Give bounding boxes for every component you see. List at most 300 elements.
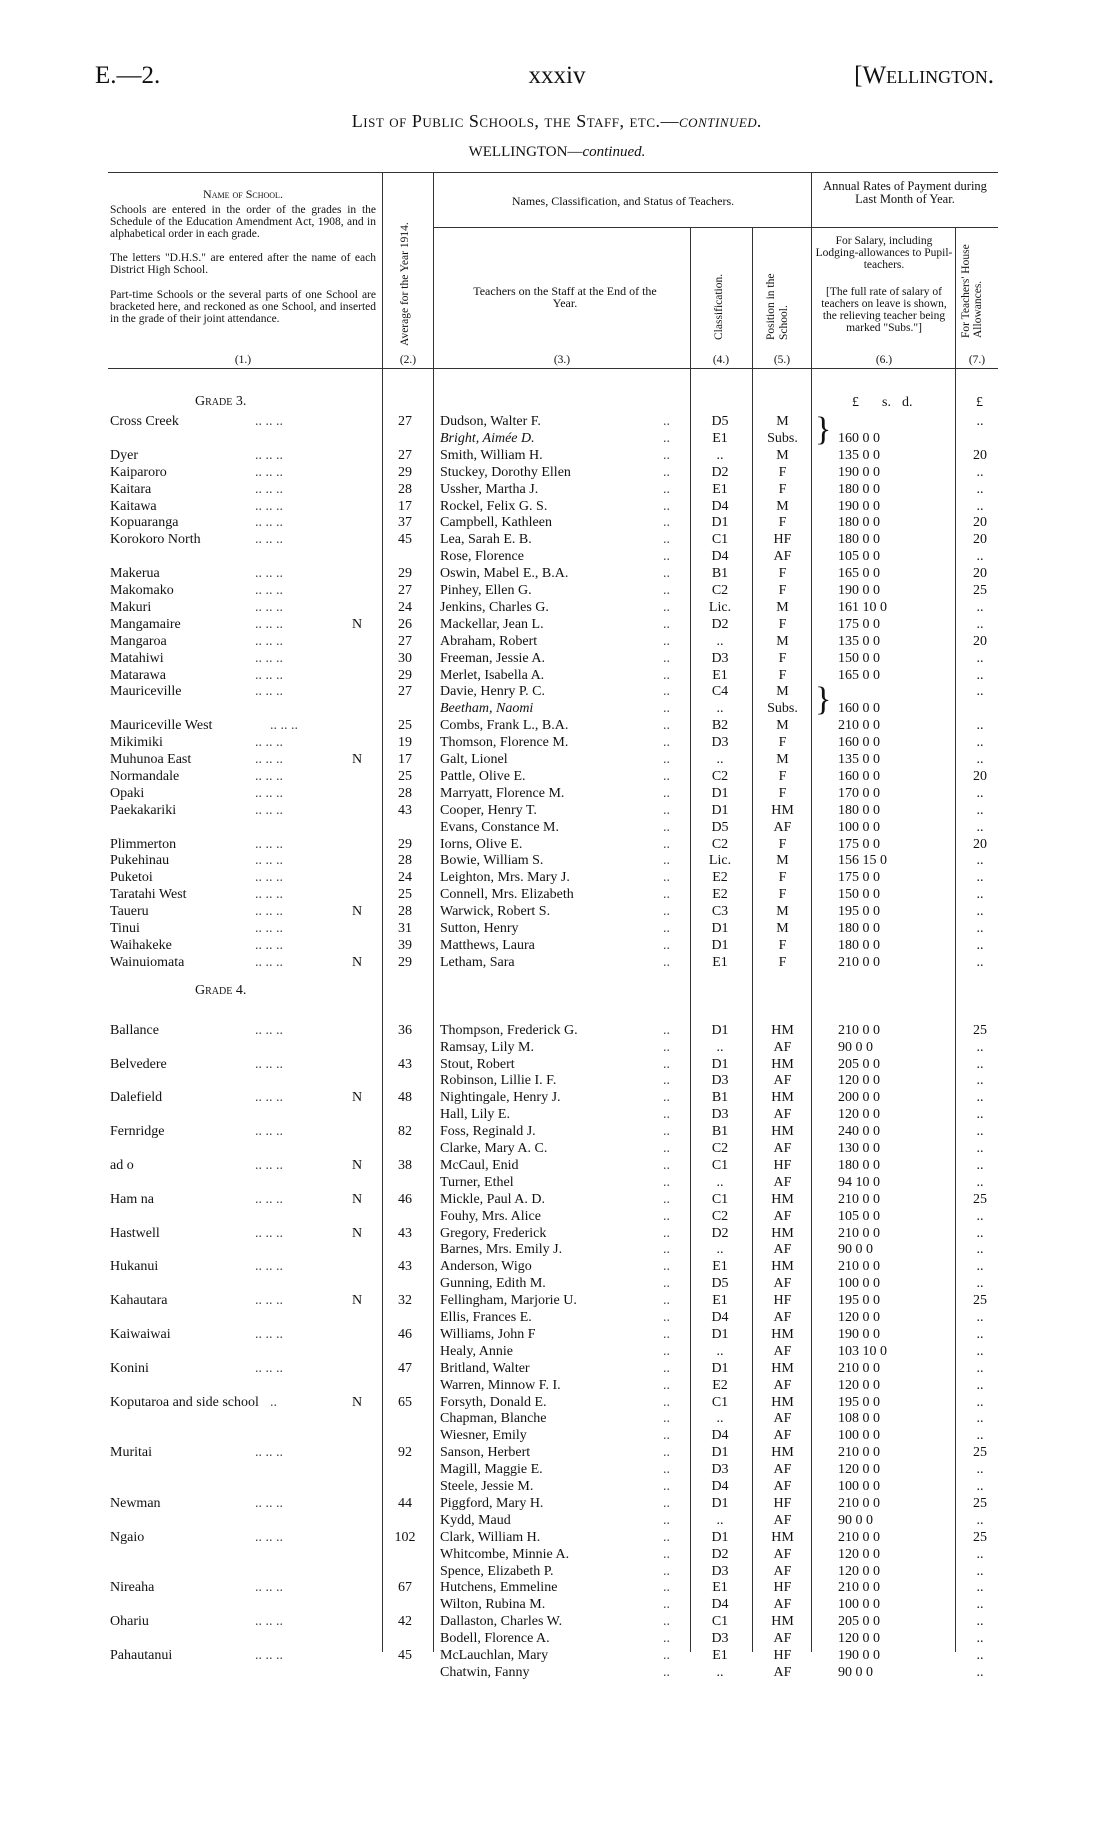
teacher-position: AF — [773, 1428, 792, 1444]
teacher-name: Campbell, Kathleen — [440, 515, 552, 531]
leader-dots: .. .. .. — [255, 887, 283, 903]
house-allowance: .. — [976, 1648, 984, 1663]
salary-rate: 156 15 0 — [838, 853, 887, 869]
col-number-6: (6.) — [875, 354, 893, 366]
table-row — [0, 498, 1114, 515]
table-row — [0, 1140, 1114, 1157]
teacher-classification: E2 — [712, 1377, 728, 1393]
salary-rate: 160 0 0 — [838, 430, 880, 446]
house-allowance: .. — [976, 1563, 984, 1579]
leader-dots: .. — [663, 1124, 670, 1140]
teacher-classification: Lic. — [708, 853, 732, 869]
salary-rate: 100 0 0 — [838, 1479, 880, 1494]
leader-dots: .. .. .. — [255, 954, 283, 970]
teacher-position: HF — [773, 1495, 792, 1511]
school-flag: N — [352, 1293, 363, 1309]
teacher-position: HM — [771, 1326, 794, 1342]
salary-rate: 90 0 0 — [838, 1512, 873, 1528]
teacher-classification: C3 — [711, 904, 729, 920]
salary-rate: 130 0 0 — [838, 1141, 880, 1156]
teacher-position: Subs. — [767, 701, 798, 717]
average-attendance: 43 — [398, 1056, 412, 1072]
school-flag: N — [352, 1090, 363, 1106]
teacher-position: F — [778, 768, 787, 784]
house-allowance: .. — [976, 1107, 984, 1123]
leader-dots: .. — [663, 1090, 670, 1106]
house-allowance: .. — [976, 1141, 984, 1156]
house-allowance: .. — [976, 684, 984, 700]
leader-dots: .. — [663, 447, 670, 463]
salary-rate: 175 0 0 — [838, 870, 880, 886]
teacher-name: Iorns, Olive E. — [440, 836, 523, 852]
teacher-classification: E2 — [712, 887, 728, 903]
salary-rate: 100 0 0 — [838, 1428, 880, 1444]
teacher-name: Gunning, Edith M. — [440, 1276, 546, 1292]
table-row — [0, 751, 1114, 768]
teacher-name: Letham, Sara — [440, 954, 515, 970]
leader-dots: .. — [663, 1039, 670, 1055]
leader-dots: .. — [663, 785, 670, 801]
table-row — [0, 1563, 1114, 1580]
leader-dots: .. — [663, 1022, 670, 1038]
leader-dots: .. — [663, 1495, 670, 1511]
teacher-position: HM — [771, 1124, 794, 1140]
table-row — [0, 768, 1114, 785]
house-allowance: .. — [976, 802, 984, 818]
leader-dots: .. .. .. — [255, 1124, 283, 1140]
teacher-position: AF — [773, 1664, 792, 1680]
teacher-position: AF — [773, 1174, 792, 1190]
table-row — [0, 1208, 1114, 1225]
house-allowance: .. — [976, 1157, 984, 1173]
salary-rate: 190 0 0 — [838, 1648, 880, 1663]
leader-dots: .. — [663, 414, 670, 429]
teacher-name: Foss, Reginald J. — [440, 1124, 536, 1140]
salary-rate: 100 0 0 — [838, 1597, 880, 1613]
house-allowance: .. — [976, 616, 984, 632]
leader-dots: .. .. .. — [255, 1580, 283, 1596]
teacher-position: HM — [771, 1445, 794, 1461]
leader-dots: .. — [663, 1597, 670, 1613]
table-row — [0, 1410, 1114, 1427]
leader-dots: .. — [663, 870, 670, 886]
leader-dots: .. — [663, 853, 670, 869]
table-row — [0, 1664, 1114, 1681]
salary-rate: 90 0 0 — [838, 1242, 873, 1258]
salary-rate: 120 0 0 — [838, 1563, 880, 1579]
house-allowance: .. — [976, 1039, 984, 1055]
school-name: Koputaroa and side school — [110, 1394, 259, 1410]
teacher-name: Wiesner, Emily — [440, 1428, 527, 1444]
table-row — [0, 785, 1114, 802]
leader-dots: .. .. .. — [255, 599, 283, 615]
leader-dots: .. — [663, 430, 670, 446]
school-name: Mauriceville — [110, 684, 182, 700]
teacher-position: AF — [773, 1631, 792, 1647]
teacher-classification: C1 — [711, 1157, 729, 1173]
leader-dots: .. — [663, 937, 670, 953]
school-name: Mauriceville West — [110, 718, 213, 734]
average-attendance: 67 — [398, 1580, 412, 1596]
teacher-classification: D4 — [711, 498, 729, 514]
salary-rate: 170 0 0 — [838, 785, 880, 801]
salary-rate: 210 0 0 — [838, 1360, 880, 1376]
teacher-name: Chatwin, Fanny — [440, 1664, 530, 1680]
school-flag: N — [352, 1191, 363, 1207]
teacher-name: Thompson, Frederick G. — [440, 1022, 578, 1038]
teacher-position: M — [776, 414, 789, 429]
teacher-position: AF — [773, 1208, 792, 1224]
leader-dots: .. — [663, 498, 670, 514]
table-row — [0, 1089, 1114, 1106]
leader-dots: .. — [663, 549, 670, 565]
table-row — [0, 1022, 1114, 1039]
leader-dots: .. — [663, 667, 670, 683]
average-attendance: 29 — [398, 954, 412, 970]
rates-group-rule — [811, 227, 998, 228]
leader-dots: .. — [663, 633, 670, 649]
house-allowance: 25 — [973, 1529, 987, 1545]
house-allowance: .. — [976, 718, 984, 734]
teacher-position: AF — [773, 549, 792, 565]
leader-dots: .. — [663, 701, 670, 717]
school-flag: N — [352, 616, 363, 632]
teacher-position: F — [778, 870, 787, 886]
teacher-position: HM — [771, 802, 794, 818]
school-name: Ballance — [110, 1022, 159, 1038]
house-allowance: .. — [976, 1462, 984, 1478]
teacher-position: M — [776, 447, 789, 463]
table-row — [0, 1360, 1114, 1377]
teacher-classification: D1 — [711, 515, 729, 531]
teacher-classification: D1 — [711, 1326, 729, 1342]
house-allowance: 20 — [973, 768, 987, 784]
average-attendance: 25 — [398, 887, 412, 903]
salary-rate: 190 0 0 — [838, 498, 880, 514]
teacher-name: Gregory, Frederick — [440, 1225, 547, 1241]
teacher-classification: D2 — [711, 1546, 729, 1562]
table-row — [0, 717, 1114, 734]
table-row — [0, 1478, 1114, 1495]
leader-dots: .. — [663, 836, 670, 852]
leader-dots: .. .. .. — [255, 515, 283, 531]
school-name: Ham na — [110, 1191, 154, 1207]
teacher-classification: D1 — [711, 937, 729, 953]
teacher-position: AF — [773, 1462, 792, 1478]
school-name: Paekakariki — [110, 802, 177, 818]
school-name: Kaitara — [110, 481, 152, 497]
leader-dots: .. .. .. — [255, 1022, 283, 1038]
salary-rate: 150 0 0 — [838, 650, 880, 666]
house-allowance: .. — [976, 650, 984, 666]
house-allowance: .. — [976, 1664, 984, 1680]
house-allowance: .. — [976, 1343, 984, 1359]
house-allowance: 25 — [973, 1191, 987, 1207]
school-name: Kopuaranga — [110, 515, 179, 531]
average-attendance: 43 — [398, 1225, 412, 1241]
average-attendance: 25 — [398, 768, 412, 784]
average-attendance: 28 — [398, 853, 412, 869]
house-allowance: .. — [976, 887, 984, 903]
house-allowance: .. — [976, 498, 984, 514]
school-flag: N — [352, 1157, 363, 1173]
leader-dots: .. .. .. — [255, 1090, 283, 1106]
teacher-position: M — [776, 633, 789, 649]
salary-rate: 120 0 0 — [838, 1377, 880, 1393]
teacher-position: HM — [771, 1529, 794, 1545]
leader-dots: .. — [663, 1664, 670, 1680]
title-suffix: continued. — [679, 111, 763, 131]
leader-dots: .. .. .. — [255, 498, 283, 514]
salary-rate: 210 0 0 — [838, 1529, 880, 1545]
house-allowance: .. — [976, 1631, 984, 1647]
leader-dots: .. .. .. — [255, 684, 283, 700]
leader-dots: .. — [663, 684, 670, 700]
allowances-col-label: For Teachers' House Allowances. — [960, 244, 984, 338]
average-attendance: 17 — [398, 498, 412, 514]
average-attendance: 30 — [398, 650, 412, 666]
teacher-classification: C2 — [711, 768, 729, 784]
teacher-position: M — [776, 921, 789, 936]
average-attendance: 29 — [398, 667, 412, 683]
teacher-position: M — [776, 599, 789, 615]
leader-dots: .. .. .. — [255, 785, 283, 801]
table-row — [0, 1157, 1114, 1174]
salary-rate: 210 0 0 — [838, 1445, 880, 1461]
average-attendance: 42 — [398, 1614, 412, 1630]
table-row — [0, 869, 1114, 886]
house-allowance: .. — [976, 853, 984, 869]
average-attendance: 27 — [398, 684, 412, 700]
leader-dots: .. .. .. — [255, 921, 283, 936]
teacher-name: Evans, Constance M. — [440, 819, 559, 835]
teacher-position: AF — [773, 1343, 792, 1359]
teacher-name: Mickle, Paul A. D. — [440, 1191, 545, 1207]
teacher-classification: D2 — [711, 616, 729, 632]
salary-rate: 100 0 0 — [838, 819, 880, 835]
teacher-position: HF — [773, 1293, 792, 1309]
school-col-note-1: Schools are entered in the order of the grades in the Schedule of the Education Amendment Act, 1908, and in alphabetical order in each grade. — [110, 204, 376, 240]
teacher-position: AF — [773, 1546, 792, 1562]
leader-dots: .. — [663, 1377, 670, 1393]
salary-rate: 120 0 0 — [838, 1462, 880, 1478]
leader-dots: .. — [663, 1174, 670, 1190]
house-allowance: .. — [976, 1546, 984, 1562]
teacher-name: Healy, Annie — [440, 1343, 513, 1359]
col-number-2: (2.) — [399, 354, 417, 366]
salary-rate: 175 0 0 — [838, 616, 880, 632]
table-row — [0, 1461, 1114, 1478]
leader-dots: .. .. .. — [255, 566, 283, 582]
teacher-position: HM — [771, 1056, 794, 1072]
leader-dots: .. .. .. — [255, 853, 283, 869]
average-attendance: 27 — [398, 447, 412, 463]
house-allowance: .. — [976, 937, 984, 953]
teacher-classification: D3 — [711, 1462, 729, 1478]
leader-dots: .. .. .. — [255, 1191, 283, 1207]
table-row — [0, 1241, 1114, 1258]
table-row — [0, 1106, 1114, 1123]
table-row — [0, 1343, 1114, 1360]
teacher-name: Magill, Maggie E. — [440, 1462, 543, 1478]
average-attendance: 26 — [398, 616, 412, 632]
table-row — [0, 650, 1114, 667]
teacher-position: F — [778, 887, 787, 903]
table-row — [0, 1309, 1114, 1326]
leader-dots: .. — [663, 1580, 670, 1596]
salary-rate: 210 0 0 — [838, 954, 880, 970]
salary-rate: 180 0 0 — [838, 515, 880, 531]
school-name: Pukehinau — [110, 853, 170, 869]
average-attendance: 17 — [398, 752, 412, 767]
teacher-position: M — [776, 684, 789, 700]
leader-dots: .. .. .. — [255, 532, 283, 548]
house-allowance: .. — [976, 1056, 984, 1072]
average-attendance: 46 — [398, 1191, 412, 1207]
teacher-classification: C4 — [711, 684, 729, 700]
leader-dots: .. — [663, 1073, 670, 1089]
teacher-name: Chapman, Blanche — [440, 1411, 547, 1427]
document-subtitle — [0, 144, 1114, 161]
leader-dots: .. — [663, 1529, 670, 1545]
house-allowance: .. — [976, 1360, 984, 1376]
school-name: Puketoi — [110, 870, 153, 886]
teacher-name: Bodell, Florence A. — [440, 1631, 550, 1647]
leader-dots: .. .. .. — [255, 1326, 283, 1342]
table-row — [0, 1377, 1114, 1394]
leader-dots: .. — [663, 921, 670, 936]
salary-rate: 105 0 0 — [838, 549, 880, 565]
table-row — [0, 1275, 1114, 1292]
average-attendance: 92 — [398, 1445, 412, 1461]
salary-rate: 190 0 0 — [838, 1326, 880, 1342]
school-name: Plimmerton — [110, 836, 177, 852]
teacher-position: AF — [773, 1310, 792, 1325]
salary-rate: 160 0 0 — [838, 735, 880, 751]
salary-rate: 120 0 0 — [838, 1310, 880, 1325]
salary-rate: 105 0 0 — [838, 1208, 880, 1224]
table-row — [0, 633, 1114, 650]
average-attendance: 37 — [398, 515, 412, 531]
salary-rate: 108 0 0 — [838, 1411, 880, 1427]
salary-rate: 120 0 0 — [838, 1073, 880, 1089]
house-allowance: .. — [976, 1512, 984, 1528]
school-flag: N — [352, 1225, 363, 1241]
teacher-name: Ellis, Frances E. — [440, 1310, 532, 1325]
teacher-classification: D4 — [711, 1428, 729, 1444]
average-attendance: 24 — [398, 599, 412, 615]
leader-dots: .. .. .. — [255, 836, 283, 852]
teacher-position: AF — [773, 1039, 792, 1055]
table-row — [0, 819, 1114, 836]
school-name: Ohariu — [110, 1614, 149, 1630]
teacher-classification: .. — [716, 701, 724, 717]
house-allowance: .. — [976, 1479, 984, 1494]
teacher-classification: D3 — [711, 1563, 729, 1579]
average-attendance: 39 — [398, 937, 412, 953]
teacher-classification: D1 — [711, 785, 729, 801]
average-attendance: 48 — [398, 1090, 412, 1106]
teacher-classification: .. — [716, 1039, 724, 1055]
leader-dots: .. — [663, 1343, 670, 1359]
bracket-mark: } — [815, 681, 832, 719]
school-name: Kaiwaiwai — [110, 1326, 171, 1342]
teacher-name: Spence, Elizabeth P. — [440, 1563, 554, 1579]
salary-rate: 165 0 0 — [838, 566, 880, 582]
leader-dots: .. .. .. — [255, 414, 283, 429]
teacher-name: Piggford, Mary H. — [440, 1495, 544, 1511]
table-row — [0, 481, 1114, 498]
salary-rate: 135 0 0 — [838, 447, 880, 463]
leader-dots: .. — [663, 464, 670, 480]
table-row — [0, 599, 1114, 616]
leader-dots: .. — [663, 1310, 670, 1325]
teacher-classification: .. — [716, 1411, 724, 1427]
teacher-classification: D5 — [711, 414, 729, 429]
col-number-3: (3.) — [553, 354, 571, 366]
teacher-position: F — [778, 464, 787, 480]
house-allowance: .. — [976, 921, 984, 936]
teacher-position: F — [778, 667, 787, 683]
teacher-position: HM — [771, 1225, 794, 1241]
teacher-name: Marryatt, Florence M. — [440, 785, 565, 801]
school-name: Opaki — [110, 785, 145, 801]
teacher-position: HM — [771, 1259, 794, 1275]
teacher-name: Dallaston, Charles W. — [440, 1614, 563, 1630]
teachers-group-rule — [433, 227, 811, 228]
table-row — [0, 954, 1114, 971]
teacher-position: AF — [773, 1563, 792, 1579]
leader-dots: .. .. .. — [255, 735, 283, 751]
table-row — [0, 802, 1114, 819]
teacher-classification: .. — [716, 633, 724, 649]
salary-rate: 120 0 0 — [838, 1107, 880, 1123]
table-row — [0, 1596, 1114, 1613]
teacher-classification: E1 — [712, 1259, 728, 1275]
teacher-name: Wilton, Rubina M. — [440, 1597, 546, 1613]
leader-dots: .. .. .. — [255, 1259, 283, 1275]
leader-dots: .. — [663, 1563, 670, 1579]
average-attendance: 65 — [398, 1394, 412, 1410]
school-name: Mikimiki — [110, 735, 163, 751]
col-number-7: (7.) — [968, 354, 986, 366]
teacher-classification: E1 — [712, 430, 728, 446]
leader-dots: .. — [663, 1546, 670, 1562]
table-row — [0, 514, 1114, 531]
leader-dots: .. .. .. — [255, 1529, 283, 1545]
teacher-classification: .. — [716, 1512, 724, 1528]
teacher-classification: .. — [716, 1343, 724, 1359]
school-name: ad o — [110, 1157, 134, 1173]
teacher-name: Steele, Jessie M. — [440, 1479, 534, 1494]
school-col-heading: Name of School. — [203, 187, 283, 201]
bracket-mark: } — [815, 411, 832, 448]
school-flag: N — [352, 1394, 363, 1410]
school-name: Kahautara — [110, 1293, 168, 1309]
salary-rate: 210 0 0 — [838, 1191, 880, 1207]
school-name: Tinui — [110, 921, 140, 936]
teacher-classification: D1 — [711, 1495, 729, 1511]
teacher-classification: E1 — [712, 1580, 728, 1596]
teacher-position: F — [778, 937, 787, 953]
page-section-code: E.—2. — [95, 62, 161, 89]
teacher-name: Warren, Minnow F. I. — [440, 1377, 561, 1393]
teacher-classification: E2 — [712, 870, 728, 886]
table-row — [0, 1613, 1114, 1630]
salary-rate: 120 0 0 — [838, 1546, 880, 1562]
house-allowance: .. — [976, 954, 984, 970]
house-allowance: .. — [976, 481, 984, 497]
